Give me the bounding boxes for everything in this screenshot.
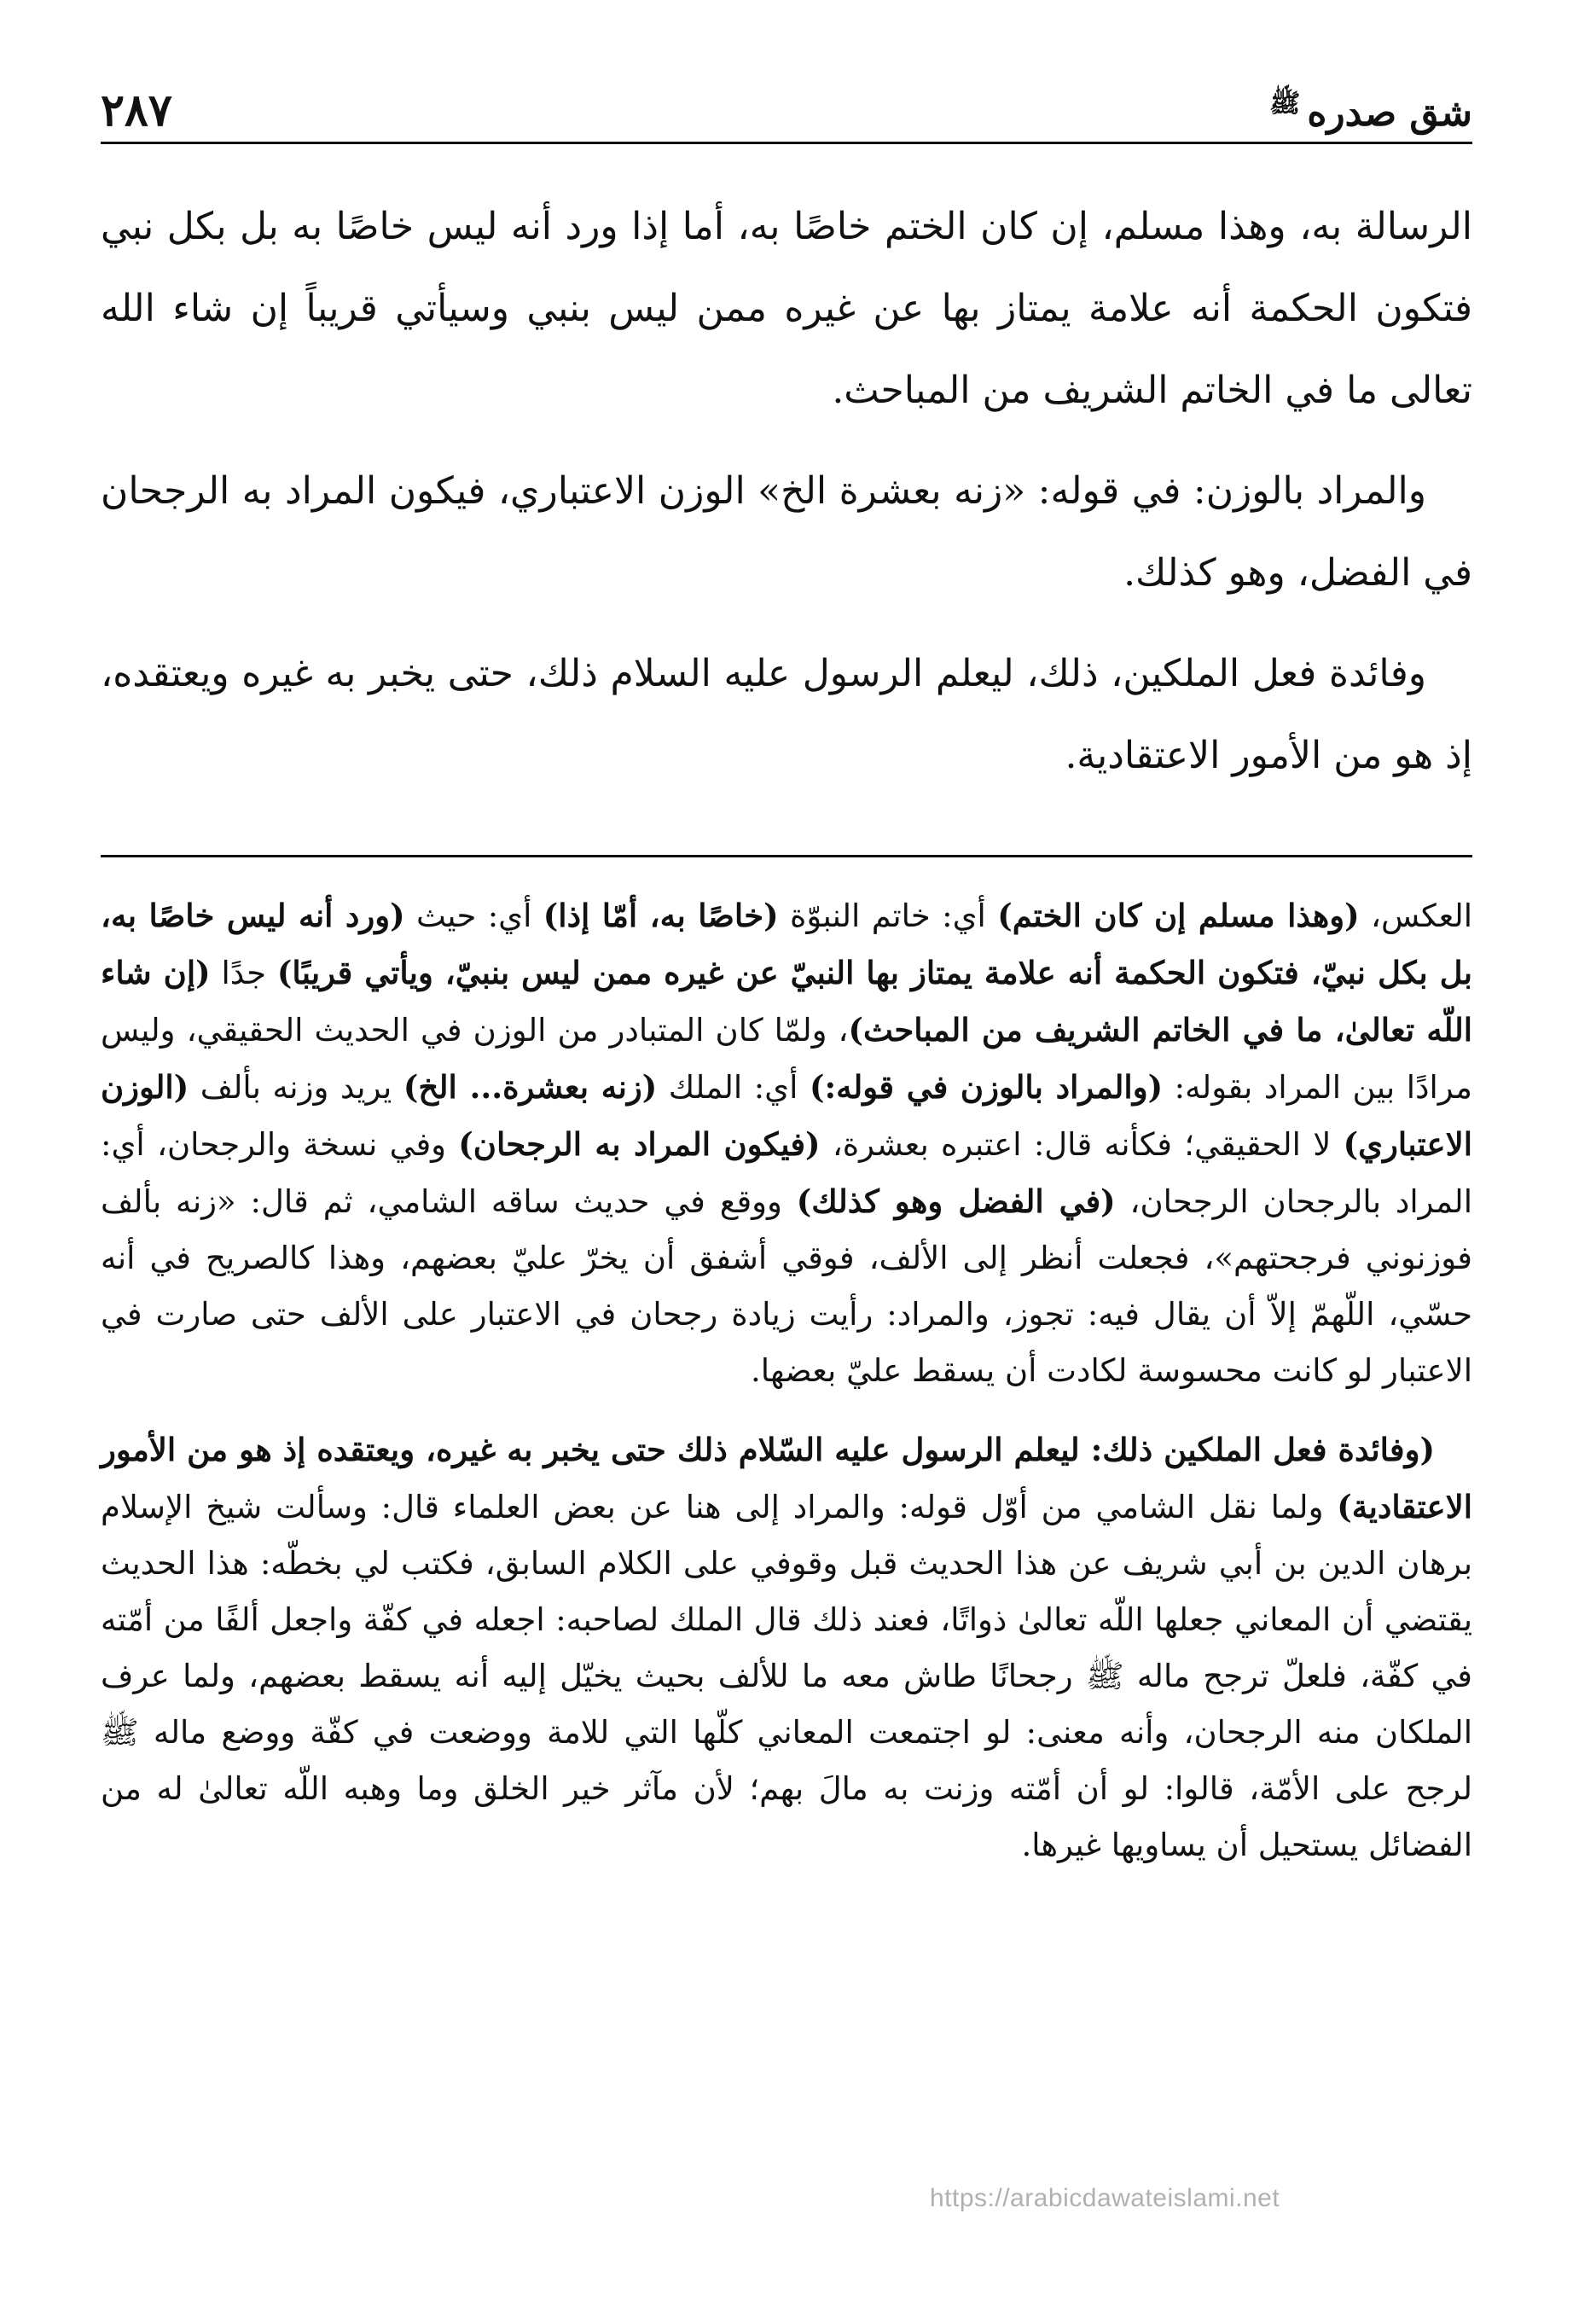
running-head-title: شق صدره — [1307, 91, 1472, 135]
commentary-segment: العكس، — [1359, 898, 1473, 934]
commentary-paragraph-2 — [101, 1421, 1472, 1874]
main-paragraph-1: الرسالة به، وهذا مسلم، إن كان الختم خاصًا به، أما إذا ورد أنه ليس خاصًا به بل بكل نبي فتكون الحكمة أنه علامة يمتاز بها عن غيره ممن ليس بنبي وسيأتي قريباً إن شاء الله تعالى ما في الخاتم الشريف من المباحث. — [101, 205, 1472, 412]
main-paragraph-2: والمراد بالوزن: في قوله: «زنه بعشرة الخ» الوزن الاعتباري، فيكون المراد به الرجحان في الفضل، وهو كذلك. — [101, 469, 1472, 595]
quoted-matn-segment: (في الفضل وهو كذلك) — [796, 1182, 1116, 1220]
running-head — [1269, 91, 1472, 142]
quoted-matn-segment: (وهذا مسلم إن كان الختم) — [997, 897, 1360, 934]
quoted-matn-segment: (إن شاء اللّه تعالىٰ، ما في الخاتم الشريف من المباحث) — [101, 954, 1472, 1049]
page-number: ٢٨٧ — [101, 84, 172, 137]
commentary-segment: يريد وزنه بألف — [189, 1069, 403, 1106]
footnote-divider — [101, 855, 1472, 857]
commentary-segment: ووقع في حديث ساقه الشامي، ثم قال: «زنه بألف فوزنوني فرجحتهم»، فجعلت أنظر إلى الألف، فوقي أشفق أن يخرّ عليّ بعضهم، وهذا كالصريح في أنه حسّي، اللّهمّ إلاّ أن يقال فيه: تجوز، والمراد: رأيت زيادة رجحان في الاعتبار على الألف حتى صارت في الاعتبار لو كانت محسوسة لكادت أن يسقط عليّ بعضها. — [101, 1183, 1472, 1389]
quoted-matn-segment: (والمراد بالوزن في قوله:) — [809, 1068, 1164, 1106]
quoted-matn-segment: (فيكون المراد به الرجحان) — [458, 1125, 821, 1163]
commentary-segment: جدًا — [210, 955, 277, 991]
quoted-matn-segment: (زنه بعشرة... الخ) — [403, 1068, 658, 1106]
commentary-segment: أي: الملك — [657, 1069, 810, 1106]
commentary-segment: أي: حيث — [404, 898, 543, 934]
quoted-matn-segment: (وفائدة فعل الملكين ذلك: ليعلم الرسول عليه السّلام ذلك حتى يخبر به غيره، ويعتقده إذ هو من الأمور الاعتقادية) — [101, 1431, 1472, 1525]
page-header — [101, 82, 1472, 144]
commentary-segment: وفي نسخة والرجحان، أي: المراد بالرجحان الرجحان، — [101, 1126, 1472, 1220]
commentary-segment: أي: خاتم النبوّة — [778, 898, 998, 934]
watermark-url: https://arabicdawateislami.net — [930, 2184, 1280, 2212]
commentary-section — [101, 887, 1472, 1896]
salutation-mark: ﷺ — [1269, 89, 1301, 119]
commentary-segment: لا الحقيقي؛ فكأنه قال: اعتبره بعشرة، — [820, 1126, 1344, 1163]
quoted-matn-segment: (الوزن الاعتباري) — [101, 1068, 1472, 1163]
commentary-paragraph-1 — [101, 887, 1472, 1399]
main-text — [101, 186, 1472, 816]
quoted-matn-segment: (ورد أنه ليس خاصًا به، بل بكل نبيّ، فتكون الحكمة أنه علامة يمتاز بها النبيّ عن غيره ممن ليس بنبيّ، ويأتي قريبًا) — [101, 897, 1472, 991]
quoted-matn-segment: (خاصًا به، أمّا إذا) — [543, 897, 779, 934]
main-paragraph-3: وفائدة فعل الملكين، ذلك، ليعلم الرسول عليه السلام ذلك، حتى يخبر به غيره ويعتقده، إذ هو من الأمور الاعتقادية. — [101, 652, 1472, 777]
commentary-segment: ، ولمّا كان المتبادر من الوزن في الحديث الحقيقي، وليس مرادًا بين المراد بقوله: — [101, 1012, 1472, 1106]
commentary-segment: ولما نقل الشامي من أوّل قوله: والمراد إلى هنا عن بعض العلماء قال: وسألت شيخ الإسلام برهان الدين بن أبي شريف عن هذا الحديث قبل وقوفي على الكلام السابق، فكتب لي بخطّه: هذا الحديث يقتضي أن المعاني جعلها اللّه تعالىٰ ذواتًا، فعند ذلك قال الملك لصاحبه: اجعله في كفّة واجعل ألفًا من أمّته في كفّة، فلعلّ ترجح ماله ﷺ رجحانًا طاش معه ما للألف بحيث يخيّل إليه أنه يسقط بعضهم، ولما عرف الملكان منه الرجحان، وأنه معنى: لو اجتمعت المعاني كلّها التي للامة ووضعت في كفّة ووضع ماله ﷺ لرجح على الأمّة، قالوا: لو أن أمّته وزنت به مالَ بهم؛ لأن مآثر خير الخلق وما وهبه اللّه تعالىٰ له من الفضائل يستحيل أن يساويها غيرها. — [101, 1489, 1472, 1863]
